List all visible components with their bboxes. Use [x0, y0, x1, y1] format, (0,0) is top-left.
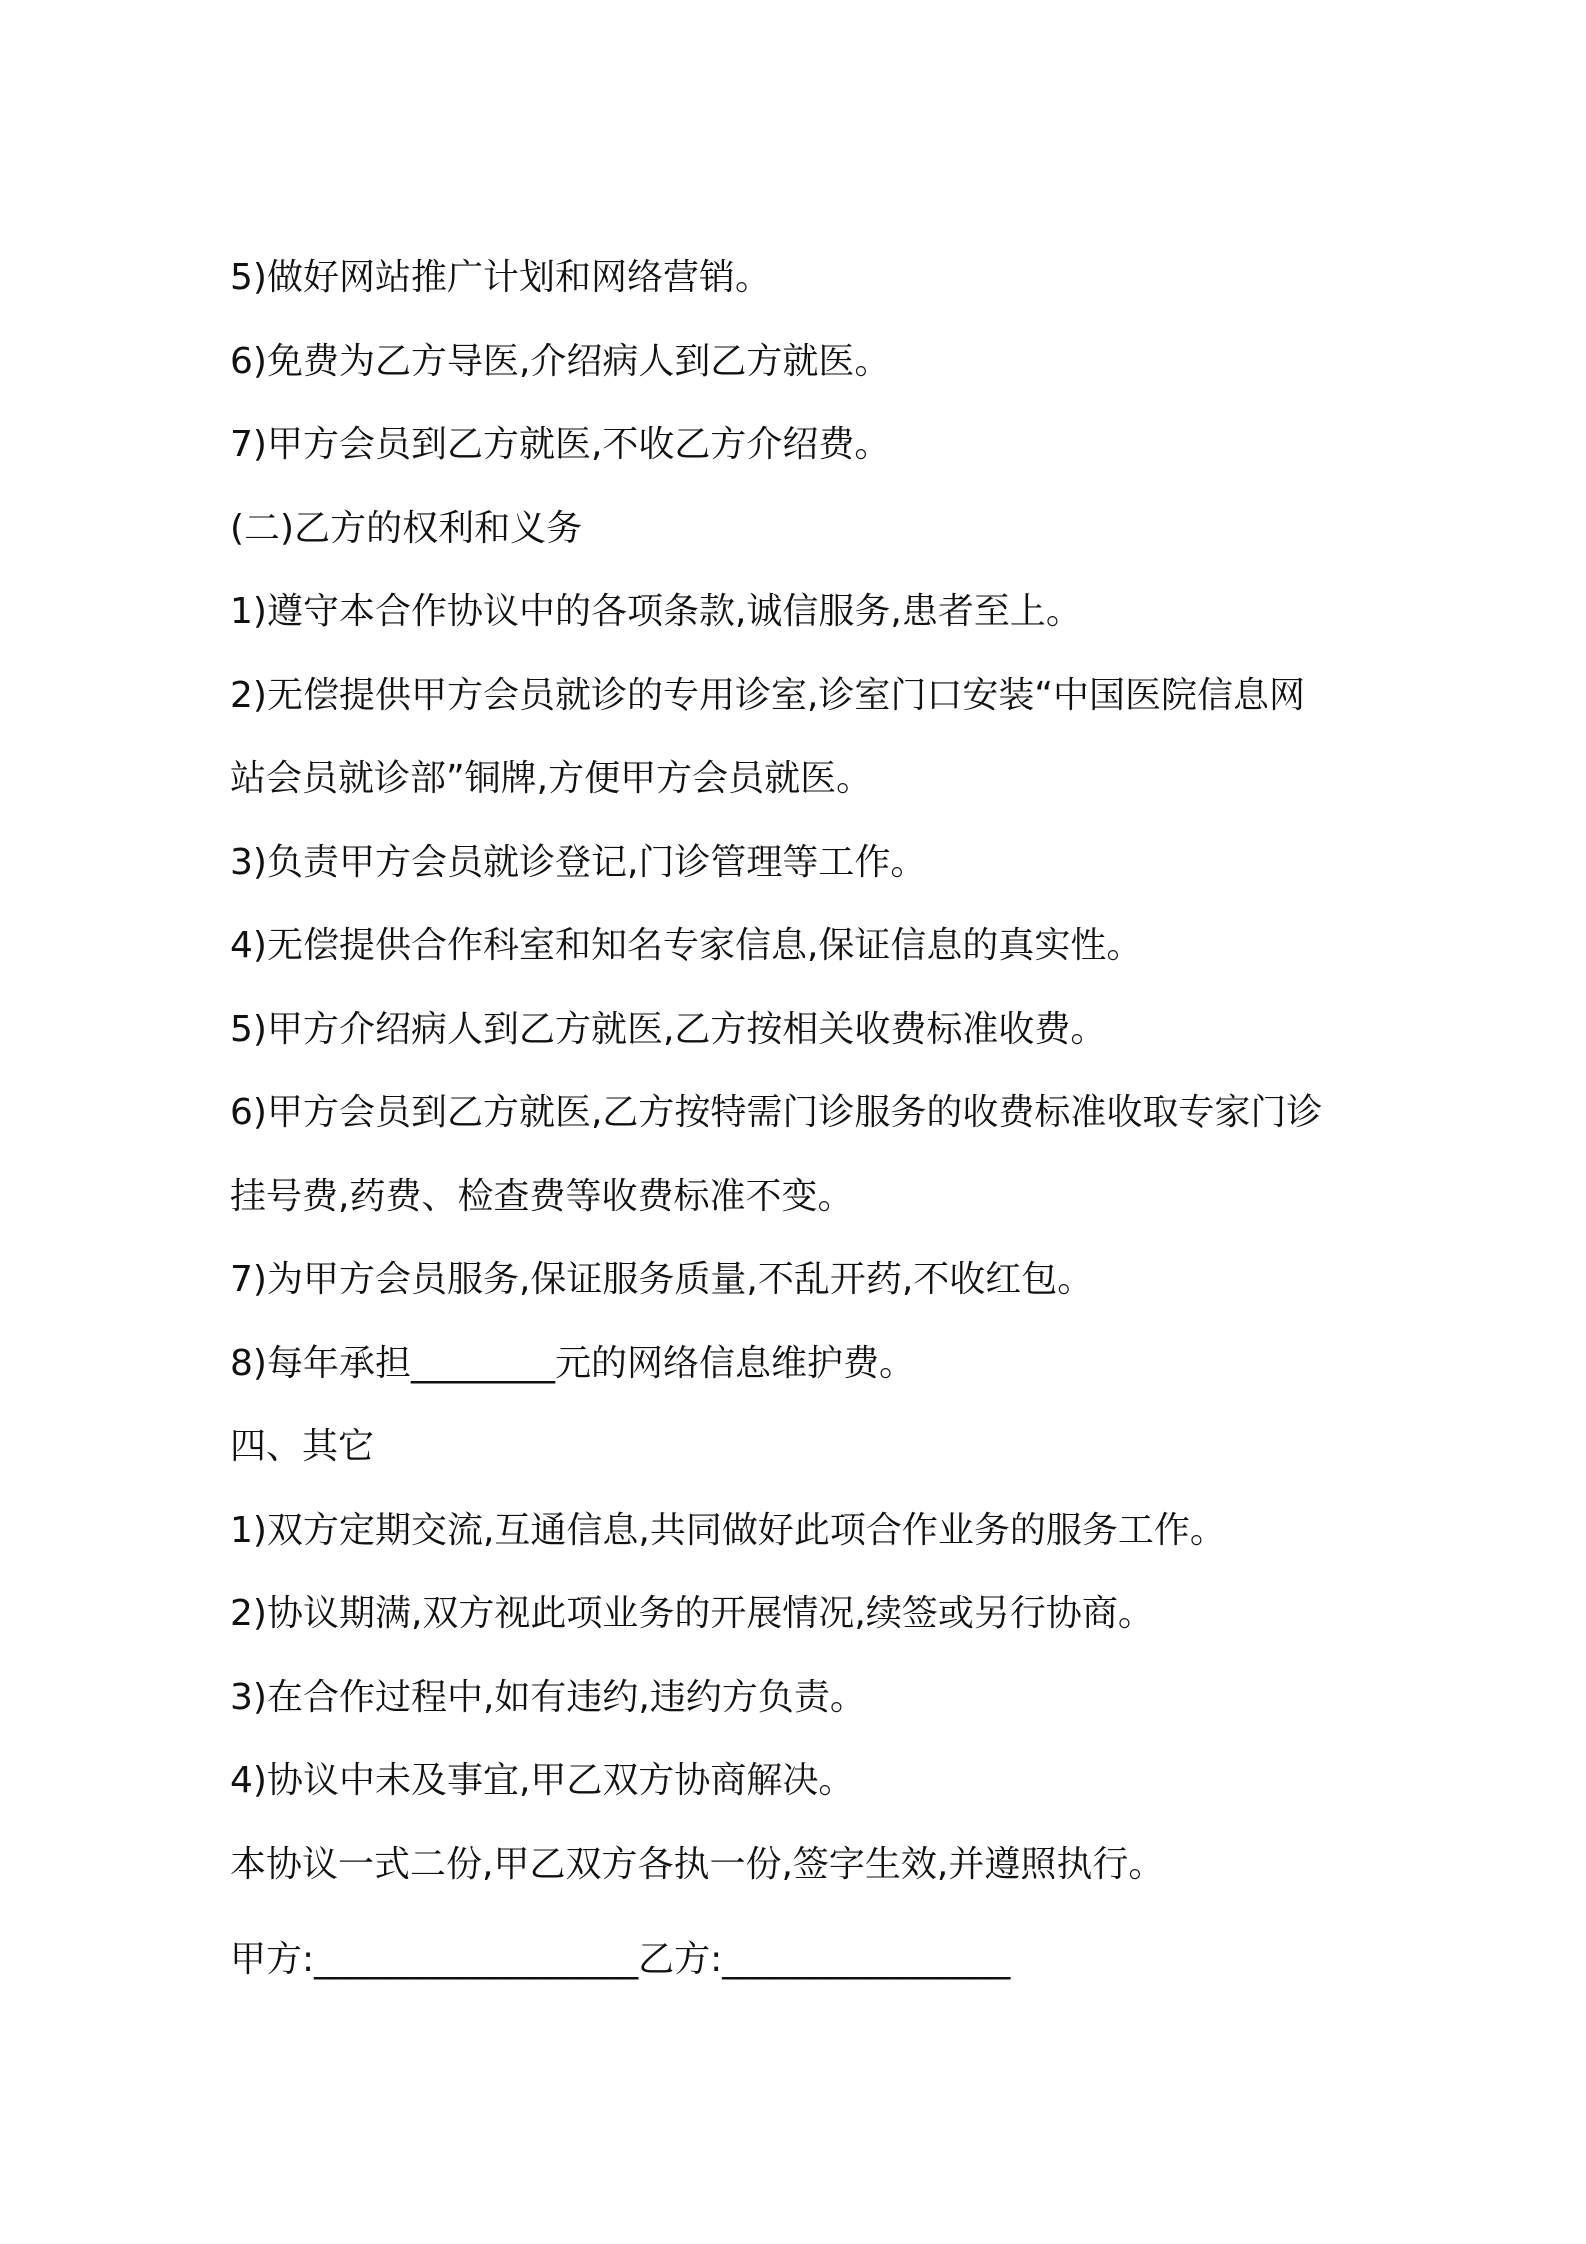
text-line: 1)双方定期交流,互通信息,共同做好此项合作业务的服务工作。: [230, 1509, 1226, 1551]
section-heading: 四、其它: [230, 1426, 375, 1467]
text-line: 6)甲方会员到乙方就医,乙方按特需门诊服务的收费标准收取专家门诊: [230, 1092, 1323, 1133]
text-line: 4)协议中未及事宜,甲乙双方协商解决。: [230, 1760, 855, 1801]
text-line: 3)负责甲方会员就诊登记,门诊管理等工作。: [230, 841, 927, 883]
text-line: 8)每年承担________元的网络信息维护费。: [230, 1342, 915, 1384]
text-line: 本协议一式二份,甲乙双方各执一份,签字生效,并遵照执行。: [230, 1843, 1165, 1885]
text-line: 7)为甲方会员服务,保证服务质量,不乱开药,不收红包。: [230, 1259, 1094, 1300]
text-line: 5)甲方介绍病人到乙方就医,乙方按相关收费标准收费。: [230, 1008, 1107, 1050]
text-line: 挂号费,药费、检查费等收费标准不变。: [230, 1175, 854, 1217]
text-line: 4)无偿提供合作科室和知名专家信息,保证信息的真实性。: [230, 925, 1143, 966]
text-line: 站会员就诊部”铜牌,方便甲方会员就医。: [230, 758, 873, 799]
text-line: 7)甲方会员到乙方就医,不收乙方介绍费。: [230, 424, 891, 465]
text-line: 2)无偿提供甲方会员就诊的专用诊室,诊室门口安装“中国医院信息网: [230, 674, 1306, 716]
text-line: 1)遵守本合作协议中的各项条款,诚信服务,患者至上。: [230, 591, 1082, 632]
signature-line: 甲方:__________________乙方:________________: [230, 1939, 1011, 1980]
text-line: 6)免费为乙方导医,介绍病人到乙方就医。: [230, 340, 891, 382]
document-body: [230, 236, 1370, 2002]
text-line: 2)协议期满,双方视此项业务的开展情况,续签或另行协商。: [230, 1593, 1154, 1634]
section-heading: (二)乙方的权利和义务: [230, 507, 583, 549]
text-line: 5)做好网站推广计划和网络营销。: [230, 257, 771, 298]
text-line: 3)在合作过程中,如有违约,违约方负责。: [230, 1676, 866, 1718]
